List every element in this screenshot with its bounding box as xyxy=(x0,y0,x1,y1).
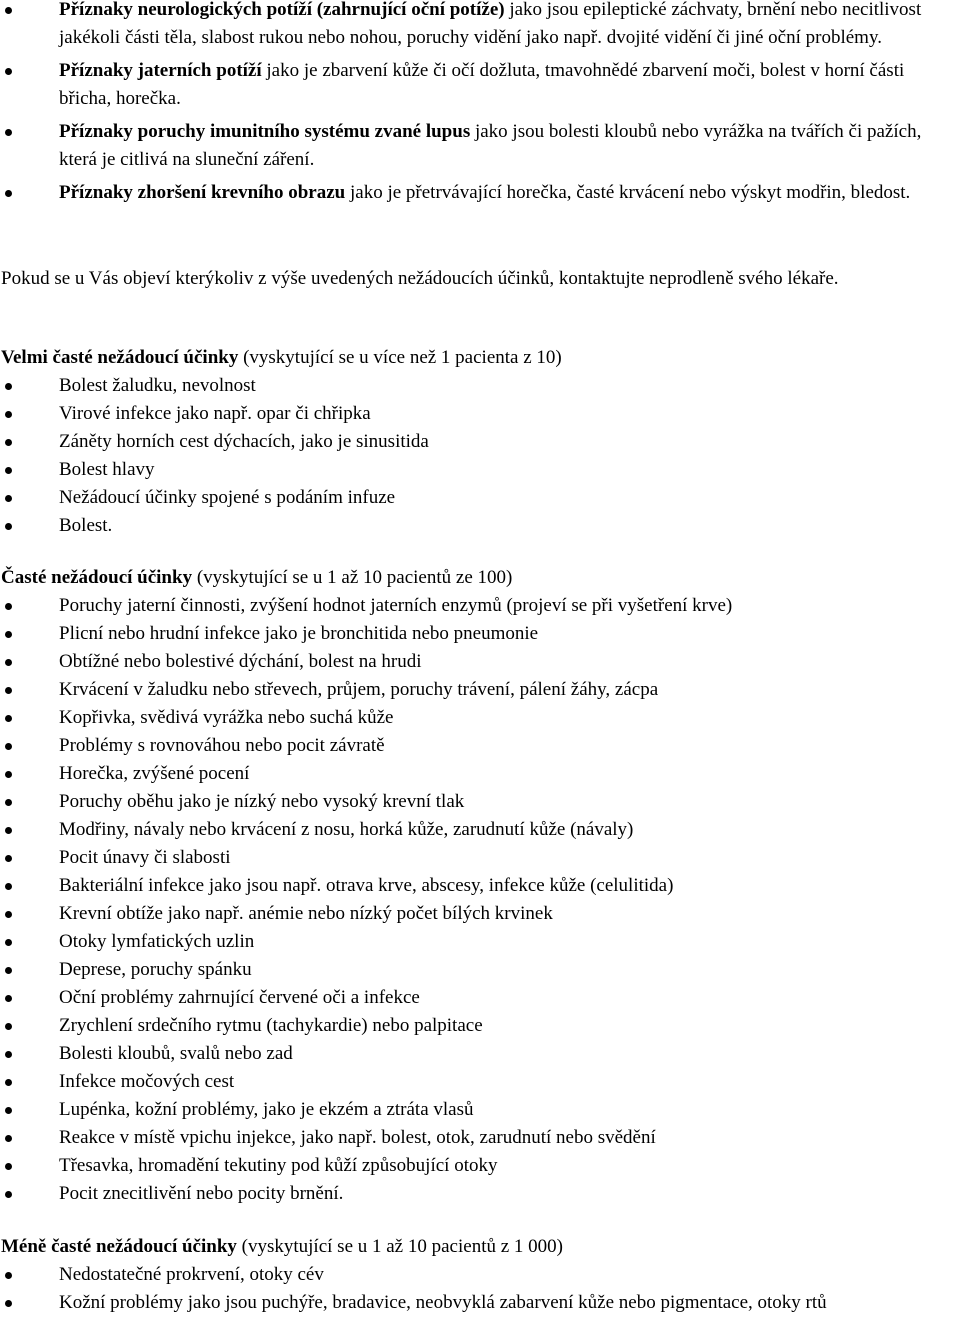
list-item: Infekce močových cest xyxy=(0,1068,960,1096)
bullet-icon xyxy=(5,603,12,610)
bullet-icon xyxy=(5,855,12,862)
bullet-icon xyxy=(5,743,12,750)
bullet-icon xyxy=(5,411,12,418)
bullet-icon xyxy=(5,939,12,946)
bullet-icon xyxy=(5,1051,12,1058)
bullet-icon xyxy=(5,1272,12,1279)
bullet-icon xyxy=(5,439,12,446)
bullet-icon xyxy=(5,1135,12,1142)
list-item: Příznaky zhoršení krevního obrazu jako je přetrvávající horečka, časté krvácení nebo výskyt modřin, bledost. xyxy=(0,179,960,207)
bullet-icon xyxy=(5,190,12,197)
list-item: Poruchy oběhu jako je nízký nebo vysoký krevní tlak xyxy=(0,788,960,816)
bullet-icon xyxy=(5,523,12,530)
list-item: Zrychlení srdečního rytmu (tachykardie) nebo palpitace xyxy=(0,1012,960,1040)
list-item: Bolest. xyxy=(0,512,960,540)
bullet-icon xyxy=(5,995,12,1002)
list-item: Obtížné nebo bolestivé dýchání, bolest na hrudi xyxy=(0,648,960,676)
bullet-icon xyxy=(5,1107,12,1114)
uncommon-effects-list xyxy=(0,1261,960,1317)
bullet-icon xyxy=(5,495,12,502)
list-item: Lupénka, kožní problémy, jako je ekzém a ztráta vlasů xyxy=(0,1096,960,1124)
list-item: Oční problémy zahrnující červené oči a infekce xyxy=(0,984,960,1012)
list-item: Poruchy jaterní činnosti, zvýšení hodnot jaterních enzymů (projeví se při vyšetření krve) xyxy=(0,592,960,620)
list-item: Kožní problémy jako jsou puchýře, bradavice, neobvyklá zabarvení kůže nebo pigmentace, otoky rtů xyxy=(0,1289,960,1317)
list-item: Bolest žaludku, nevolnost xyxy=(0,372,960,400)
bullet-icon xyxy=(5,1300,12,1307)
common-heading: Časté nežádoucí účinky (vyskytující se u 1 až 10 pacientů ze 100) xyxy=(1,567,513,588)
bullet-icon xyxy=(5,687,12,694)
bullet-icon xyxy=(5,715,12,722)
very-common-effects-list xyxy=(0,372,960,540)
list-item: Pocit únavy či slabosti xyxy=(0,844,960,872)
bullet-icon xyxy=(5,883,12,890)
list-item: Krvácení v žaludku nebo střevech, průjem, poruchy trávení, pálení žáhy, zácpa xyxy=(0,676,960,704)
list-item: Deprese, poruchy spánku xyxy=(0,956,960,984)
bullet-icon xyxy=(5,911,12,918)
list-item: Třesavka, hromadění tekutiny pod kůží způsobující otoky xyxy=(0,1152,960,1180)
list-item: Modřiny, návaly nebo krvácení z nosu, horká kůže, zarudnutí kůže (návaly) xyxy=(0,816,960,844)
list-item: Nedostatečné prokrvení, otoky cév xyxy=(0,1261,960,1289)
list-item: Pocit znecitlivění nebo pocity brnění. xyxy=(0,1180,960,1208)
list-item: Nežádoucí účinky spojené s podáním infuze xyxy=(0,484,960,512)
bullet-icon xyxy=(5,7,12,14)
list-item: Reakce v místě vpichu injekce, jako např. bolest, otok, zarudnutí nebo svědění xyxy=(0,1124,960,1152)
list-item: Kopřivka, svědivá vyrážka nebo suchá kůže xyxy=(0,704,960,732)
list-item: Bolest hlavy xyxy=(0,456,960,484)
uncommon-heading: Méně časté nežádoucí účinky (vyskytující se u 1 až 10 pacientů z 1 000) xyxy=(1,1236,563,1257)
list-item: Plicní nebo hrudní infekce jako je bronchitida nebo pneumonie xyxy=(0,620,960,648)
list-item: Příznaky neurologických potíží (zahrnující oční potíže) jako jsou epileptické záchvaty, brnění nebo necitlivost jakékoli části těla, slabost rukou nebo nohou, poruchy vidění jako např. dvojité vidění či jiné oční problémy. xyxy=(0,0,960,52)
contact-doctor-paragraph: Pokud se u Vás objeví kterýkoliv z výše uvedených nežádoucích účinků, kontaktujte neprodleně svého lékaře. xyxy=(1,268,839,289)
list-item: Krevní obtíže jako např. anémie nebo nízký počet bílých krvinek xyxy=(0,900,960,928)
bullet-icon xyxy=(5,1163,12,1170)
bullet-icon xyxy=(5,1079,12,1086)
bullet-icon xyxy=(5,129,12,136)
list-item: Virové infekce jako např. opar či chřipka xyxy=(0,400,960,428)
very-common-heading: Velmi časté nežádoucí účinky (vyskytující se u více než 1 pacienta z 10) xyxy=(1,347,562,368)
bullet-icon xyxy=(5,1191,12,1198)
bullet-icon xyxy=(5,383,12,390)
bullet-icon xyxy=(5,827,12,834)
bullet-icon xyxy=(5,799,12,806)
list-item: Otoky lymfatických uzlin xyxy=(0,928,960,956)
serious-symptoms-list xyxy=(0,0,960,213)
bullet-icon xyxy=(5,631,12,638)
common-effects-list xyxy=(0,592,960,1208)
list-item: Horečka, zvýšené pocení xyxy=(0,760,960,788)
list-item: Záněty horních cest dýchacích, jako je sinusitida xyxy=(0,428,960,456)
list-item: Bolesti kloubů, svalů nebo zad xyxy=(0,1040,960,1068)
bullet-icon xyxy=(5,967,12,974)
list-item: Problémy s rovnováhou nebo pocit závratě xyxy=(0,732,960,760)
bullet-icon xyxy=(5,467,12,474)
bullet-icon xyxy=(5,771,12,778)
list-item: Příznaky jaterních potíží jako je zbarvení kůže či očí dožluta, tmavohnědé zbarvení moči, bolest v horní části břicha, horečka. xyxy=(0,57,960,113)
bullet-icon xyxy=(5,68,12,75)
bullet-icon xyxy=(5,659,12,666)
bullet-icon xyxy=(5,1023,12,1030)
list-item: Příznaky poruchy imunitního systému zvané lupus jako jsou bolesti kloubů nebo vyrážka na tvářích či pažích, která je citlivá na sluneční záření. xyxy=(0,118,960,174)
list-item: Bakteriální infekce jako jsou např. otrava krve, abscesy, infekce kůže (celulitida) xyxy=(0,872,960,900)
